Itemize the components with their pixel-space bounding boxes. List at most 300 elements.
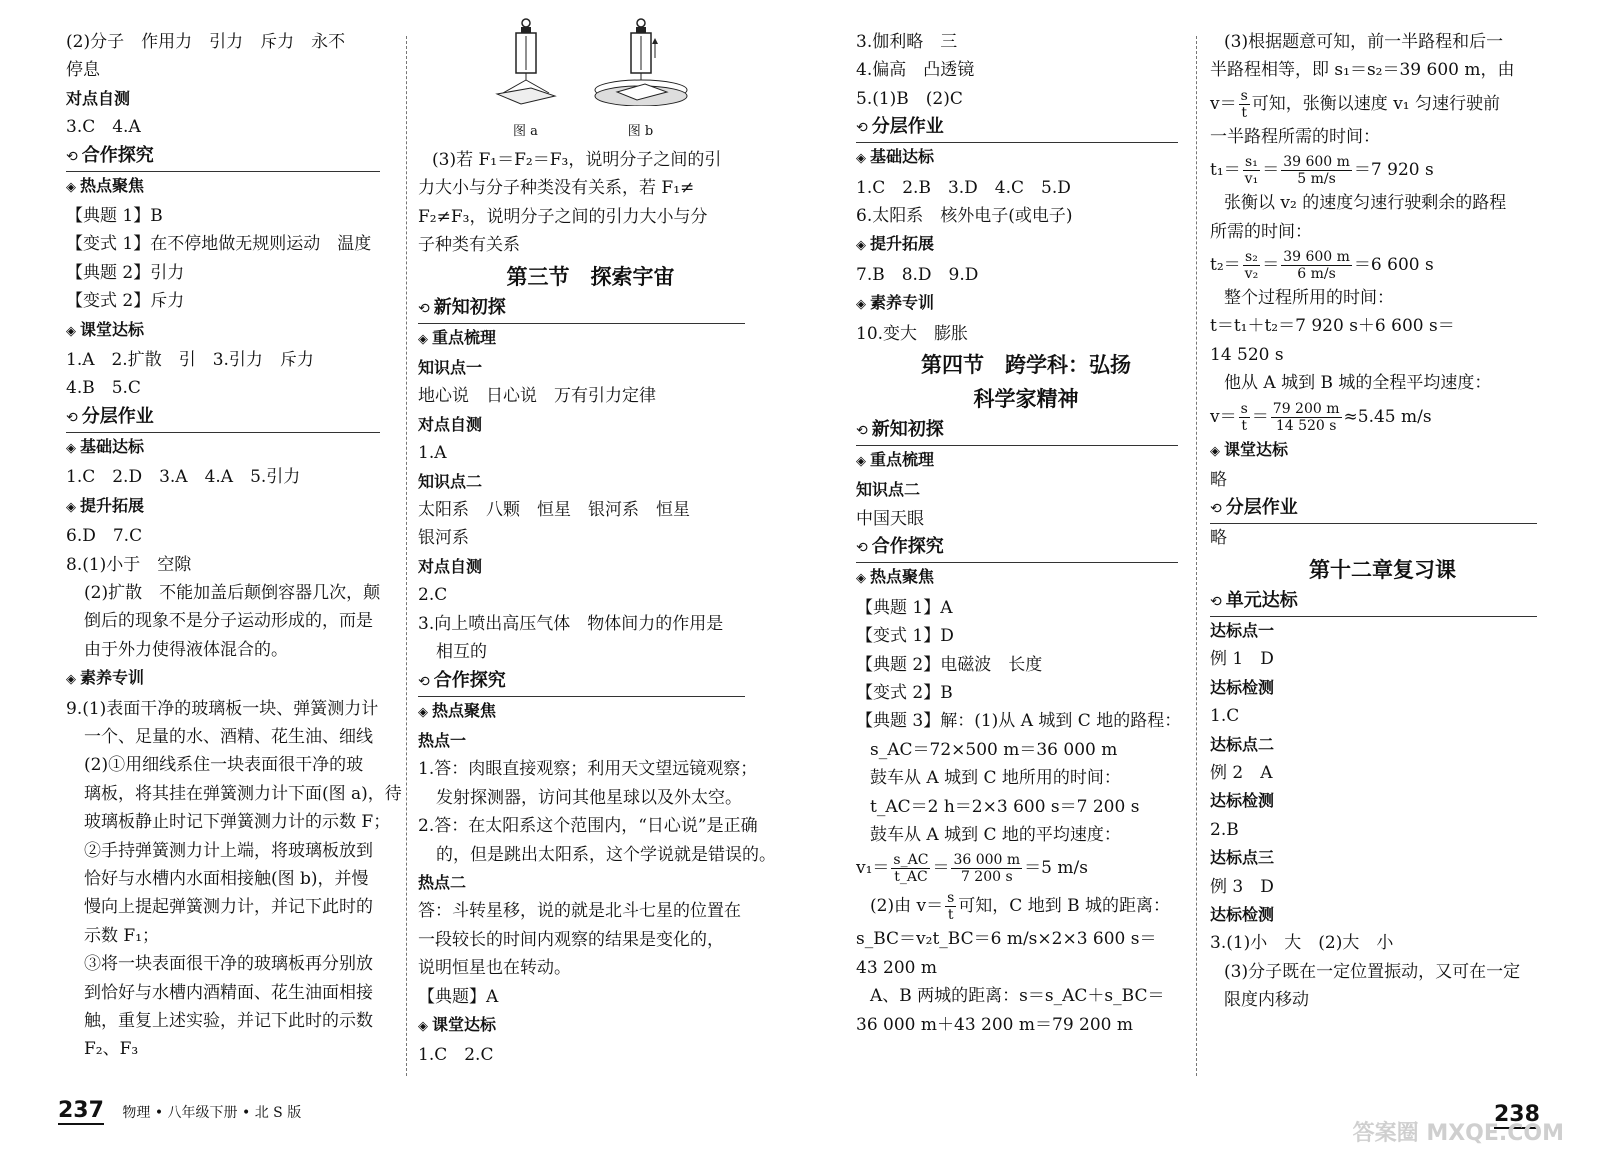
text-line: [856, 1011, 1196, 1039]
line-text: 达标检测: [1210, 791, 1275, 811]
line-text: 14 520 s: [1210, 344, 1284, 365]
line-text: 素养专训: [80, 668, 145, 688]
line-text: 示数 F₁；: [84, 925, 160, 946]
text-line: [856, 622, 1196, 650]
text-line: [66, 780, 402, 808]
section-heading: [856, 416, 1178, 446]
text-line: [66, 113, 398, 141]
line-text: 由于外力使得液体混合的。: [84, 639, 288, 660]
line-text: (2)分子 作用力 引力 斥力 永不: [66, 32, 346, 52]
line-text: 的，但是跳出太阳系，这个学说就是错误的。: [436, 844, 776, 865]
subsection-icon: ◈: [66, 323, 76, 339]
line-text: 重点梳理: [870, 450, 935, 470]
text-line: [66, 865, 398, 893]
text-line: [66, 463, 398, 491]
text-line: [418, 231, 763, 259]
text-line: [66, 723, 398, 751]
text-line: [1210, 123, 1555, 151]
line-text: 基础达标: [80, 436, 145, 456]
line-text: 9.(1)表面干净的玻璃板一块、弹簧测力计: [66, 698, 379, 719]
text-line: [1210, 958, 1555, 986]
line-text: 课堂达标: [1224, 439, 1289, 459]
section-icon: ⟲: [1210, 501, 1222, 518]
line-text: 说明恒星也在转动。: [418, 958, 571, 979]
line-text: 热点聚焦: [80, 175, 145, 195]
line-text: 基础达标: [870, 147, 935, 167]
text-line: [1210, 929, 1555, 957]
line-text: 第四节 跨学科：弘扬: [921, 353, 1131, 378]
section-subheading: [66, 492, 398, 522]
text-line: [1210, 873, 1555, 901]
line-text: 6.太阳系 核外电子(或电子): [856, 206, 1073, 227]
text-line: [66, 522, 398, 550]
subsection-icon: ◈: [66, 179, 76, 195]
text-line: [856, 764, 1196, 792]
line-text: 达标点一: [1210, 620, 1275, 640]
line-text: 1.C 2.B 3.D 4.C 5.D: [856, 177, 1071, 198]
line-text: 达标点三: [1210, 848, 1275, 868]
text-line: [66, 28, 398, 56]
subsection-icon: ◈: [418, 1018, 428, 1034]
text-line: [418, 610, 763, 638]
spring-scale-glass-plate-icon: [491, 18, 561, 106]
line-text: 3.C 4.A: [66, 117, 141, 138]
section-heading: [418, 667, 745, 697]
subheading: [418, 354, 763, 382]
subheading: [1210, 674, 1555, 702]
line-text: 鼓车从 A 城到 C 地的平均速度：: [870, 824, 1121, 845]
line-text: 知识点一: [418, 358, 483, 378]
line-text: 鼓车从 A 城到 C 地所用的时间：: [870, 768, 1121, 789]
text-line: [66, 893, 398, 921]
section-subheading: [856, 230, 1196, 260]
text-line: [66, 636, 398, 664]
line-text: 【变式 2】斥力: [66, 291, 185, 312]
line-text: 1.A: [418, 443, 447, 464]
formula-v1: v₁＝ $\frac{s\_AC}{t\_AC}$ ＝ $\frac{36 000 m}{7 200 s}$ ＝5 m/s: [856, 852, 1088, 886]
subheading: [1210, 787, 1555, 815]
line-text: 他从 A 城到 B 城的全程平均速度：: [1224, 373, 1492, 394]
section-icon: ⟲: [418, 673, 430, 690]
subsection-icon: ◈: [856, 297, 866, 313]
text-line: [66, 922, 398, 950]
section-subheading: [856, 563, 1196, 593]
line-text: 3.(1)小 大 (2)大 小: [1210, 933, 1394, 954]
line-text: 1.A 2.扩散 引 3.引力 斥力: [66, 350, 314, 371]
line-text: 4.偏高 凸透镜: [856, 60, 975, 81]
text-line: [856, 56, 1196, 84]
subheading: [418, 553, 763, 581]
line-text: 10.变大 膨胀: [856, 323, 969, 344]
section-subheading: [66, 316, 398, 346]
line-text: 达标检测: [1210, 904, 1275, 924]
text-line: [66, 259, 398, 287]
text-line: [1210, 369, 1555, 397]
line-text: 分层作业: [1225, 497, 1298, 519]
page-number-left: 237: [58, 1098, 104, 1123]
text-line: [856, 679, 1196, 707]
line-text: 素养专训: [870, 293, 935, 313]
section-subheading: [418, 697, 763, 727]
line-text: (2)扩散 不能加盖后颠倒容器几次，颠: [84, 582, 381, 603]
text-line: [66, 979, 398, 1007]
line-text: 【变式 2】B: [856, 682, 953, 703]
subsection-icon: ◈: [856, 238, 866, 254]
section-subheading: [418, 1011, 763, 1041]
text-line: [1210, 816, 1555, 844]
page-number-right: 238: [1494, 1102, 1540, 1127]
line-text: 3.伽利略 三: [856, 32, 958, 52]
chapter-title: [1210, 553, 1555, 587]
line-text: 玻璃板静止时记下弹簧测力计的示数 F；: [84, 812, 391, 833]
line-text: 半路程相等，即 s₁＝s₂＝39 600 m，由: [1210, 60, 1515, 81]
section-subheading: [1210, 436, 1555, 466]
line-text: 子种类有关系: [418, 235, 520, 256]
subheading: [66, 85, 398, 113]
text-line: [66, 56, 398, 84]
column-2: [418, 38, 776, 1070]
figure-a: [491, 18, 561, 146]
line-text: 太阳系 八颗 恒星 银河系 恒星: [418, 500, 690, 521]
text-line: [418, 954, 763, 982]
line-text: 整个过程所用的时间：: [1224, 288, 1394, 309]
text-line: [66, 287, 398, 315]
text-line: [856, 594, 1196, 622]
section-subheading: [856, 289, 1196, 319]
line-text: 答：斗转星移，说的就是北斗七星的位置在: [418, 901, 741, 922]
line-text: 一段较长的时间内观察的结果是变化的，: [418, 929, 724, 950]
line-text: 3.向上喷出高压气体 物体间力的作用是: [418, 613, 724, 634]
line-text: 5.(1)B (2)C: [856, 88, 963, 109]
text-line: [66, 1035, 398, 1063]
formula-v-def-2: v＝ $\frac{s}{t}$ 可知，张衡以速度 v₁ 匀速行驶前: [1210, 87, 1501, 121]
text-line: [1210, 645, 1555, 673]
line-text: 停息: [66, 60, 100, 81]
line-text: 4.B 5.C: [66, 378, 141, 399]
figure-b: [591, 18, 691, 146]
text-line: [856, 736, 1196, 764]
subsection-icon: ◈: [856, 571, 866, 587]
line-text: 对点自测: [418, 556, 483, 576]
line-text: 7.B 8.D 9.D: [856, 264, 979, 285]
text-line: [1210, 189, 1555, 217]
line-text: (3)分子既在一定位置振动，又可在一定: [1224, 961, 1521, 982]
text-line: [418, 496, 763, 524]
text-line: [856, 925, 1196, 953]
section-icon: ⟲: [66, 409, 78, 426]
line-text: t＝t₁＋t₂＝7 920 s＋6 600 s＝: [1210, 316, 1455, 337]
text-line: [418, 203, 763, 231]
line-text: 43 200 m: [856, 957, 938, 978]
text-line: [66, 950, 398, 978]
subheading: [1210, 617, 1555, 645]
column-1: [66, 28, 402, 1064]
section-heading: [856, 533, 1178, 563]
text-line: [856, 821, 1196, 849]
line-text: 新知初探: [871, 419, 944, 441]
line-text: 新知初探: [433, 296, 506, 318]
line-text: 【典题】A: [418, 986, 499, 1007]
line-text: 地心说 日心说 万有引力定律: [418, 386, 656, 407]
text-line: [1210, 284, 1555, 312]
line-text: 热点聚焦: [870, 567, 935, 587]
figure-a-label: 图 a: [513, 123, 538, 139]
spring-scale-water-tank-icon: [591, 18, 691, 106]
text-line: [418, 638, 763, 666]
line-text: 1.C 2.C: [418, 1045, 494, 1066]
watermark: 答案圈 MXQE.COM: [1352, 1121, 1564, 1146]
line-text: 分层作业: [81, 405, 154, 427]
line-text: 【典题 1】A: [856, 597, 953, 618]
text-line: [66, 579, 398, 607]
line-text: 例 2 A: [1210, 762, 1273, 783]
line-text: 【典题 2】引力: [66, 262, 185, 283]
book-title: 物理 • 八年级下册 • 北 S 版: [122, 1105, 302, 1121]
text-line: [856, 320, 1196, 348]
line-text: 【典题 3】解：(1)从 A 城到 C 地的路程：: [856, 711, 1182, 732]
line-text: 限度内移动: [1224, 990, 1309, 1011]
line-text: 提升拓展: [870, 234, 935, 254]
line-text: 单元达标: [1225, 589, 1298, 611]
section-subheading: [66, 433, 398, 463]
text-line: [66, 202, 398, 230]
subheading: [418, 869, 763, 897]
text-line: [418, 983, 763, 1011]
subheading: [418, 727, 763, 755]
line-text: 重点梳理: [432, 327, 497, 347]
column-divider-right: [1196, 36, 1197, 1076]
subsection-icon: ◈: [66, 672, 76, 688]
line-text: F₂≠F₃，说明分子之间的引力大小与分: [418, 206, 708, 227]
line-text: ③将一块表面很干净的玻璃板再分别放: [84, 954, 373, 975]
footer-left: [58, 1098, 301, 1123]
line-text: 2.B: [1210, 819, 1239, 840]
line-text: 发射探测器，访问其他星球以及外太空。: [436, 787, 742, 808]
line-text: 张衡以 v₂ 的速度匀速行驶剩余的路程: [1224, 193, 1507, 214]
text-line: [418, 812, 763, 840]
text-line: [856, 261, 1196, 289]
section-heading: [1210, 494, 1537, 524]
line-text: 第三节 探索宇宙: [506, 264, 675, 289]
text-line: [856, 982, 1196, 1010]
chapter-title: [856, 348, 1196, 382]
line-text: F₂、F₃: [84, 1039, 139, 1060]
chapter-title: [856, 382, 1196, 416]
line-text: 第十二章复习课: [1309, 557, 1456, 582]
section-subheading: [856, 143, 1196, 173]
text-line: [418, 1041, 763, 1069]
text-line: [1210, 56, 1555, 84]
text-line: [66, 695, 398, 723]
line-text: 6.D 7.C: [66, 526, 143, 547]
line-text: s_AC＝72×500 m＝36 000 m: [870, 739, 1118, 760]
chapter-title: [418, 260, 763, 294]
text-line: [66, 607, 398, 635]
figure-b-label: 图 b: [627, 123, 654, 139]
subsection-icon: ◈: [856, 454, 866, 470]
formula-v-def: (2)由 v＝ $\frac{s}{t}$ 可知，C 地到 B 城的距离：: [870, 890, 1170, 924]
line-text: 8.(1)小于 空隙: [66, 554, 192, 575]
formula-v-avg: v＝ $\frac{s}{t}$ ＝ $\frac{79 200 m}{14 520 s}$ ≈5.45 m/s: [1210, 400, 1432, 434]
line-text: 力大小与分子种类没有关系，若 F₁≠: [418, 178, 695, 199]
line-text: 36 000 m＋43 200 m＝79 200 m: [856, 1014, 1134, 1035]
column-divider-left: [406, 36, 407, 1076]
line-text: (3)根据题意可知，前一半路程和后一: [1224, 32, 1504, 52]
text-line: [1210, 986, 1555, 1014]
subsection-icon: ◈: [418, 704, 428, 720]
text-line: [856, 85, 1196, 113]
section-heading: [66, 142, 380, 172]
line-text: 热点二: [418, 872, 467, 892]
line-text: 【变式 1】在不停地做无规则运动 温度: [66, 234, 372, 255]
text-line: [856, 793, 1196, 821]
line-text: 慢向上提起弹簧测力计，并记下此时的: [84, 897, 373, 918]
line-text: 1.C 2.D 3.A 4.A 5.引力: [66, 467, 301, 488]
text-line: [66, 751, 398, 779]
line-text: (2)①用细线系住一块表面很干净的玻: [84, 755, 364, 776]
text-line: [856, 651, 1196, 679]
line-text: 课堂达标: [432, 1014, 497, 1034]
line-text: 触，重复上述实验，并记下此时的示数: [84, 1011, 373, 1031]
line-text: 【典题 2】电磁波 长度: [856, 654, 1043, 675]
line-text: 【变式 1】D: [856, 626, 954, 647]
line-text: 达标点二: [1210, 734, 1275, 754]
section-subheading: [856, 446, 1196, 476]
subheading: [856, 476, 1196, 504]
text-line: [66, 230, 398, 258]
line-text: 到恰好与水槽内酒精面、花生油面相接: [84, 982, 373, 1003]
text-line: [856, 954, 1196, 982]
line-text: 对点自测: [66, 88, 131, 108]
text-line: [418, 581, 763, 609]
text-line: [66, 551, 398, 579]
subheading: [418, 411, 763, 439]
section-heading: [418, 294, 745, 324]
text-line: [1210, 759, 1555, 787]
line-text: 合作探究: [433, 669, 506, 691]
subsection-icon: ◈: [418, 331, 428, 347]
text-line: [66, 1007, 398, 1035]
section-subheading: [66, 172, 398, 202]
text-line: [418, 926, 763, 954]
line-text: 2.答：在太阳系这个范围内，“日心说”是正确: [418, 816, 758, 837]
text-line: [418, 841, 776, 869]
section-heading: [66, 403, 380, 433]
line-text: 1.C: [1210, 706, 1240, 727]
line-text: ②手持弹簧测力计上端，将玻璃板放到: [84, 840, 373, 861]
text-line: [66, 346, 398, 374]
text-line: [1210, 466, 1555, 494]
section-icon: ⟲: [1210, 593, 1222, 610]
line-text: 合作探究: [81, 144, 154, 166]
text-line: [1210, 702, 1555, 730]
section-heading: [856, 113, 1178, 143]
line-text: 达标检测: [1210, 677, 1275, 697]
section-subheading: [418, 324, 763, 354]
text-line: [1210, 28, 1555, 56]
text-line: [418, 897, 763, 925]
line-text: 一半路程所需的时间：: [1210, 126, 1380, 147]
line-text: 提升拓展: [80, 495, 145, 515]
text-line: [1210, 312, 1555, 340]
line-text: 热点聚焦: [432, 700, 497, 720]
line-text: 略: [1210, 528, 1227, 549]
text-line: [1210, 524, 1555, 552]
line-text: 合作探究: [871, 536, 944, 558]
line-text: 科学家精神: [973, 387, 1079, 412]
text-line: [418, 755, 763, 783]
subsection-icon: ◈: [66, 440, 76, 456]
text-line: [66, 837, 398, 865]
line-text: 【典题 1】B: [66, 206, 163, 227]
line-text: 倒后的现象不是分子运动形成的，而是: [84, 611, 373, 632]
section-icon: ⟲: [856, 120, 868, 137]
text-line: [418, 382, 763, 410]
text-line: [66, 374, 398, 402]
section-icon: ⟲: [418, 300, 430, 317]
text-line: [856, 202, 1196, 230]
line-text: s_BC＝v₂t_BC＝6 m/s×2×3 600 s＝: [856, 929, 1157, 950]
line-text: 知识点二: [418, 471, 483, 491]
text-line: [418, 146, 763, 174]
subheading: [418, 468, 763, 496]
line-text: 2.C: [418, 585, 448, 606]
section-subheading: [66, 664, 398, 694]
line-text: 璃板，将其挂在弹簧测力计下面(图 a)，待: [84, 783, 402, 804]
text-line: [418, 174, 763, 202]
section-heading: [1210, 587, 1537, 617]
line-text: 中国天眼: [856, 508, 924, 529]
column-4: [1210, 28, 1555, 1015]
line-text: 热点一: [418, 730, 467, 750]
subheading: [1210, 731, 1555, 759]
line-text: 分层作业: [871, 116, 944, 138]
text-line: [856, 28, 1196, 56]
line-text: 略: [1210, 470, 1227, 491]
subsection-icon: ◈: [1210, 443, 1220, 459]
text-line: [1210, 218, 1555, 246]
experiment-figures: [418, 38, 763, 146]
line-text: 相互的: [436, 642, 487, 663]
subheading: [1210, 901, 1555, 929]
line-text: 例 1 D: [1210, 649, 1274, 670]
line-text: 对点自测: [418, 414, 483, 434]
section-icon: ⟲: [856, 540, 868, 557]
section-icon: ⟲: [66, 148, 78, 165]
line-text: 1.答：肉眼直接观察；利用天文望远镜观察；: [418, 759, 758, 780]
text-line: [66, 808, 398, 836]
formula-t1: t₁＝ $\frac{\text{s₁}}{\text{v₁}}$ ＝ $\frac{39 600 m}{5 m/s}$ ＝7 920 s: [1210, 154, 1434, 188]
line-text: 一个、足量的水、酒精、花生油、细线: [84, 726, 373, 747]
text-line: [418, 784, 763, 812]
formula-t2: t₂＝ $\frac{\text{s₂}}{\text{v₂}}$ ＝ $\frac{39 600 m}{6 m/s}$ ＝6 600 s: [1210, 249, 1434, 283]
line-text: 所需的时间：: [1210, 221, 1312, 242]
line-text: t_AC＝2 h＝2×3 600 s＝7 200 s: [870, 796, 1140, 817]
subsection-icon: ◈: [66, 499, 76, 515]
line-text: 恰好与水槽内水面相接触(图 b)，并慢: [84, 868, 369, 889]
text-line: [418, 524, 763, 552]
text-line: [856, 174, 1196, 202]
line-text: A、B 两城的距离：s＝s_AC＋s_BC＝: [870, 986, 1165, 1007]
line-text: 课堂达标: [80, 319, 145, 339]
line-text: 知识点二: [856, 480, 921, 500]
line-text: (3)若 F₁＝F₂＝F₃，说明分子之间的引: [432, 150, 722, 170]
text-line: [856, 707, 1196, 735]
line-text: 银河系: [418, 528, 469, 549]
subheading: [1210, 844, 1555, 872]
column-3: [856, 28, 1196, 1039]
line-text: 例 3 D: [1210, 876, 1274, 897]
